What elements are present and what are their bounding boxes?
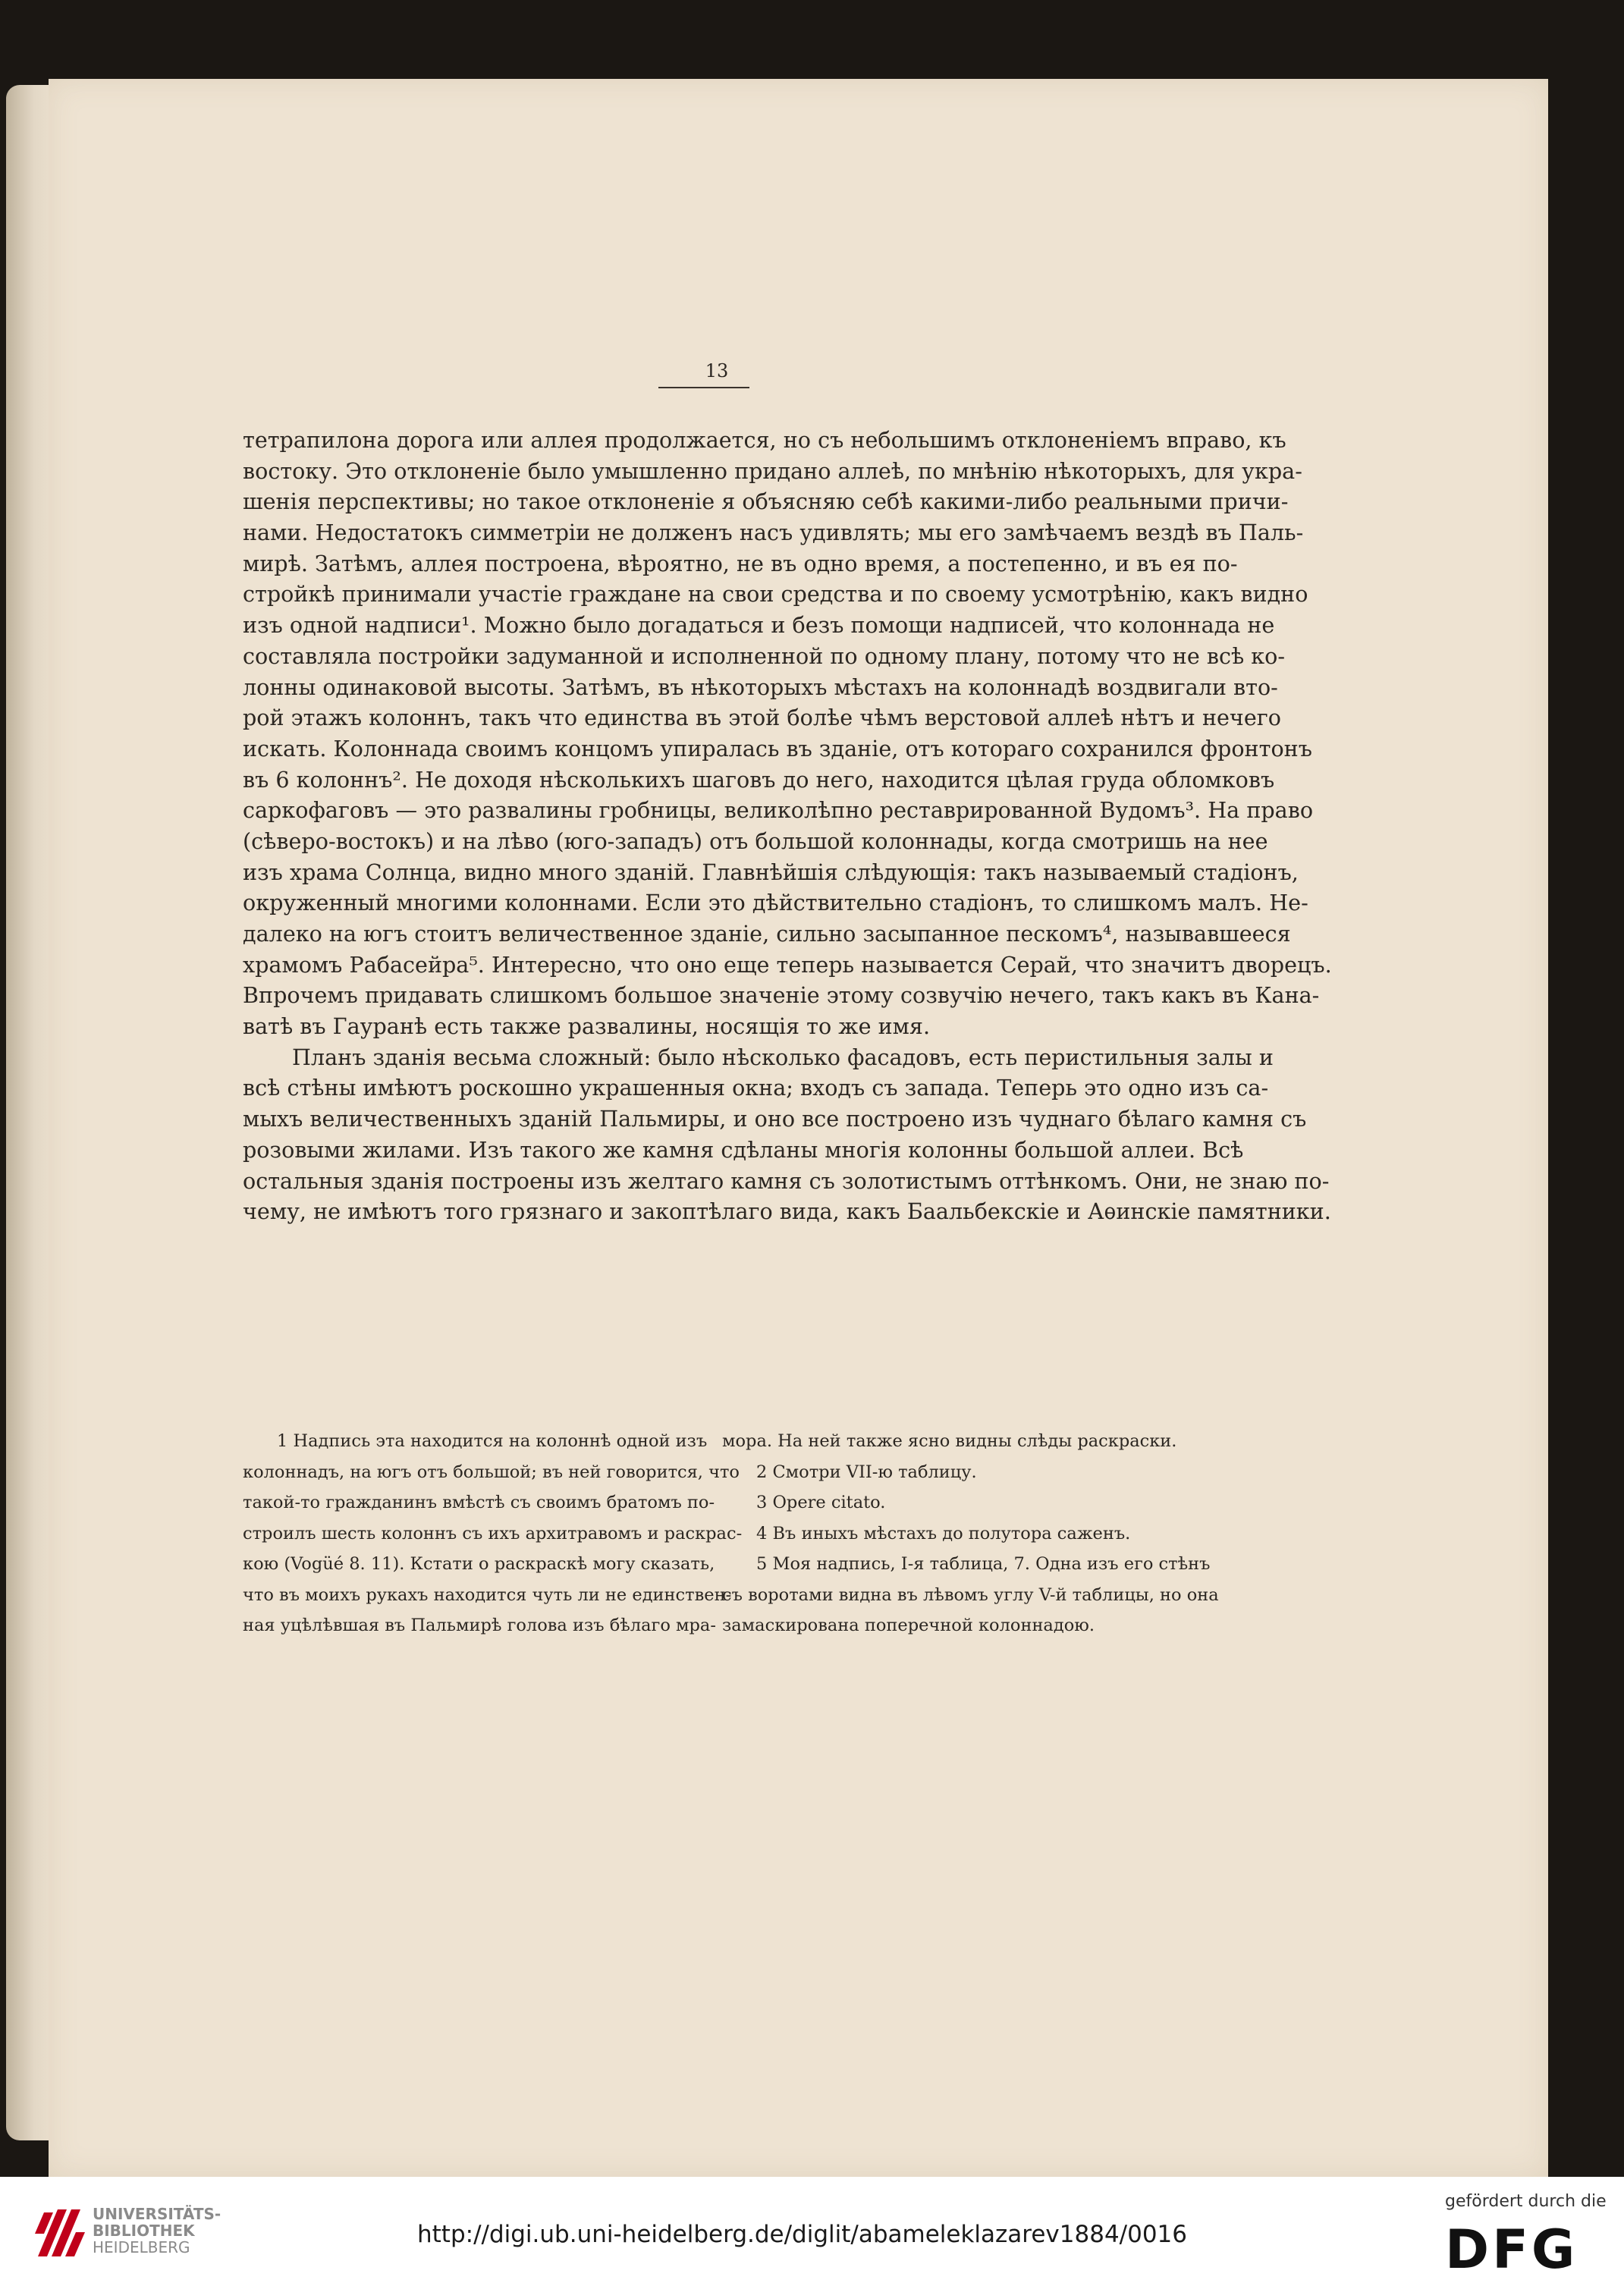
text-line: шенія перспективы; но такое отклоненіе я объясняю себѣ какими-либо реальными причи- — [243, 488, 1289, 515]
university-library-logo-icon[interactable] — [30, 2203, 91, 2264]
text-line: (сѣверо-востокъ) и на лѣво (юго-западъ) отъ большой колоннады, когда смотришь на нее — [243, 827, 1268, 854]
text-line: всѣ стѣны имѣютъ роскошно украшенныя окна; входъ съ запада. Теперь это одно изъ са- — [243, 1075, 1269, 1101]
text-line: тетрапилона дорога или аллея продолжается, но съ небольшимъ отклоненіемъ вправо, къ — [243, 427, 1286, 453]
library-name-line: BIBLIOTHEK — [93, 2222, 195, 2240]
university-library-name[interactable] — [93, 2206, 221, 2256]
text-line: искать. Колоннада своимъ концомъ упиралась въ зданіе, отъ котораго сохранился фронтонъ — [243, 735, 1312, 762]
text-line: рой этажъ колоннъ, такъ что единства въ этой болѣе чѣмъ верстовой аллеѣ нѣтъ и нечего — [243, 705, 1281, 731]
text-line: чему, не имѣютъ того грязнаго и закоптѣлаго вида, какъ Баальбекскіе и Аѳинскіе памятники. — [243, 1198, 1331, 1225]
footnote-line: колоннадъ, на югъ отъ большой; въ ней говорится, что — [243, 1462, 740, 1482]
viewer-footer — [0, 2177, 1624, 2283]
footnote-line: 5 Моя надпись, I-я таблица, 7. Одна изъ его стѣнъ — [756, 1554, 1211, 1574]
text-line: окруженный многими колоннами. Если это дѣйствительно стадіонъ, то слишкомъ малъ. Не- — [243, 890, 1308, 916]
text-line: розовыми жилами. Изъ такого же камня сдѣланы многія колонны большой аллеи. Всѣ — [243, 1136, 1244, 1163]
footnote-line: что въ моихъ рукахъ находится чуть ли не единствен- — [243, 1584, 732, 1605]
footnote-line: такой-то гражданинъ вмѣстѣ съ своимъ братомъ по- — [243, 1493, 715, 1512]
footnote-line: 4 Въ иныхъ мѣстахъ до полутора саженъ. — [756, 1523, 1131, 1543]
text-line: изъ одной надписи¹. Можно было догадаться и безъ помощи надписей, что колоннада не — [243, 612, 1275, 639]
body-text — [243, 425, 1332, 1227]
footnote-line: 3 Opere citato. — [756, 1493, 886, 1512]
text-line: въ 6 колоннъ². Не доходя нѣсколькихъ шаговъ до него, находится цѣлая груда обломковъ — [243, 766, 1275, 793]
library-name-line: HEIDELBERG — [93, 2238, 190, 2256]
permalink-url[interactable]: http://digi.ub.uni-heidelberg.de/diglit/abameleklazarev1884/0016 — [417, 2221, 1188, 2248]
library-name-line: UNIVERSITÄTS- — [93, 2205, 221, 2223]
text-line: стройкѣ принимали участіе граждане на свои средства и по своему усмотрѣнію, какъ видно — [243, 581, 1308, 608]
text-line: остальныя зданія построены изъ желтаго камня съ золотистымъ оттѣнкомъ. Они, не знаю по- — [243, 1167, 1330, 1194]
page-fold-edge — [6, 85, 53, 2140]
footnotes-right-column — [722, 1426, 1219, 1641]
footnote-line: ная уцѣлѣвшая въ Пальмирѣ голова изъ бѣлаго мра- — [243, 1616, 716, 1635]
text-line: востоку. Это отклоненіе было умышленно придано аллеѣ, по мнѣнію нѣкоторыхъ, для укра- — [243, 457, 1302, 484]
text-line: саркофаговъ — это развалины гробницы, великолѣпно реставрированной Вудомъ³. На право — [243, 797, 1314, 824]
funding-caption: gefördert durch die — [1445, 2192, 1607, 2211]
footnote-line: кою (Vogüé 8. 11). Кстати о раскраскѣ могу сказать, — [243, 1554, 715, 1574]
footnote-line: съ воротами видна въ лѣвомъ углу V-й таблицы, но она — [722, 1584, 1219, 1605]
footnote-line: строилъ шесть колоннъ съ ихъ архитравомъ и раскрас- — [243, 1523, 743, 1543]
text-line: лонны одинаковой высоты. Затѣмъ, въ нѣкоторыхъ мѣстахъ на колоннадѣ воздвигали вто- — [243, 674, 1278, 700]
text-line: нами. Недостатокъ симметріи не долженъ насъ удивлять; мы его замѣчаемъ вездѣ въ Паль- — [243, 520, 1304, 546]
text-line: мыхъ величественныхъ зданій Пальмиры, и оно все построено изъ чуднаго бѣлаго камня съ — [243, 1106, 1307, 1132]
text-line: Планъ зданія весьма сложный: было нѣсколько фасадовъ, есть перистильныя залы и — [292, 1044, 1274, 1070]
footnote-line: 2 Смотри VII-ю таблицу. — [756, 1462, 977, 1482]
footnotes-left-column — [243, 1426, 743, 1641]
footnote-line: замаскирована поперечной колоннадою. — [722, 1616, 1095, 1635]
text-line: изъ храма Солнца, видно много зданій. Главнѣйшія слѣдующія: такъ называемый стадіонъ, — [243, 859, 1299, 885]
text-line: ватѣ въ Гауранѣ есть также развалины, носящія то же имя. — [243, 1013, 931, 1040]
text-line: далеко на югъ стоитъ величественное зданіе, сильно засыпанное пескомъ⁴, называвшееся — [243, 921, 1291, 947]
page-number-rule — [658, 387, 749, 388]
page-number: 13 — [705, 360, 729, 382]
footnote-line: 1 Надпись эта находится на колоннѣ одной изъ — [277, 1431, 708, 1451]
text-line: Впрочемъ придавать слишкомъ большое значеніе этому созвучію нечего, такъ какъ въ Кана- — [243, 982, 1320, 1009]
text-line: мирѣ. Затѣмъ, аллея построена, вѣроятно, не въ одно время, а постепенно, и въ ея по- — [243, 550, 1238, 576]
text-line: храмомъ Рабасейра⁵. Интересно, что оно еще теперь называется Серай, что значитъ дворецъ. — [243, 951, 1332, 978]
footnote-line: мора. На ней также ясно видны слѣды раскраски. — [722, 1431, 1177, 1451]
text-line: составляла постройки задуманной и исполненной по одному плану, потому что не всѣ ко- — [243, 642, 1286, 669]
dfg-logo[interactable]: DFG — [1445, 2219, 1578, 2281]
